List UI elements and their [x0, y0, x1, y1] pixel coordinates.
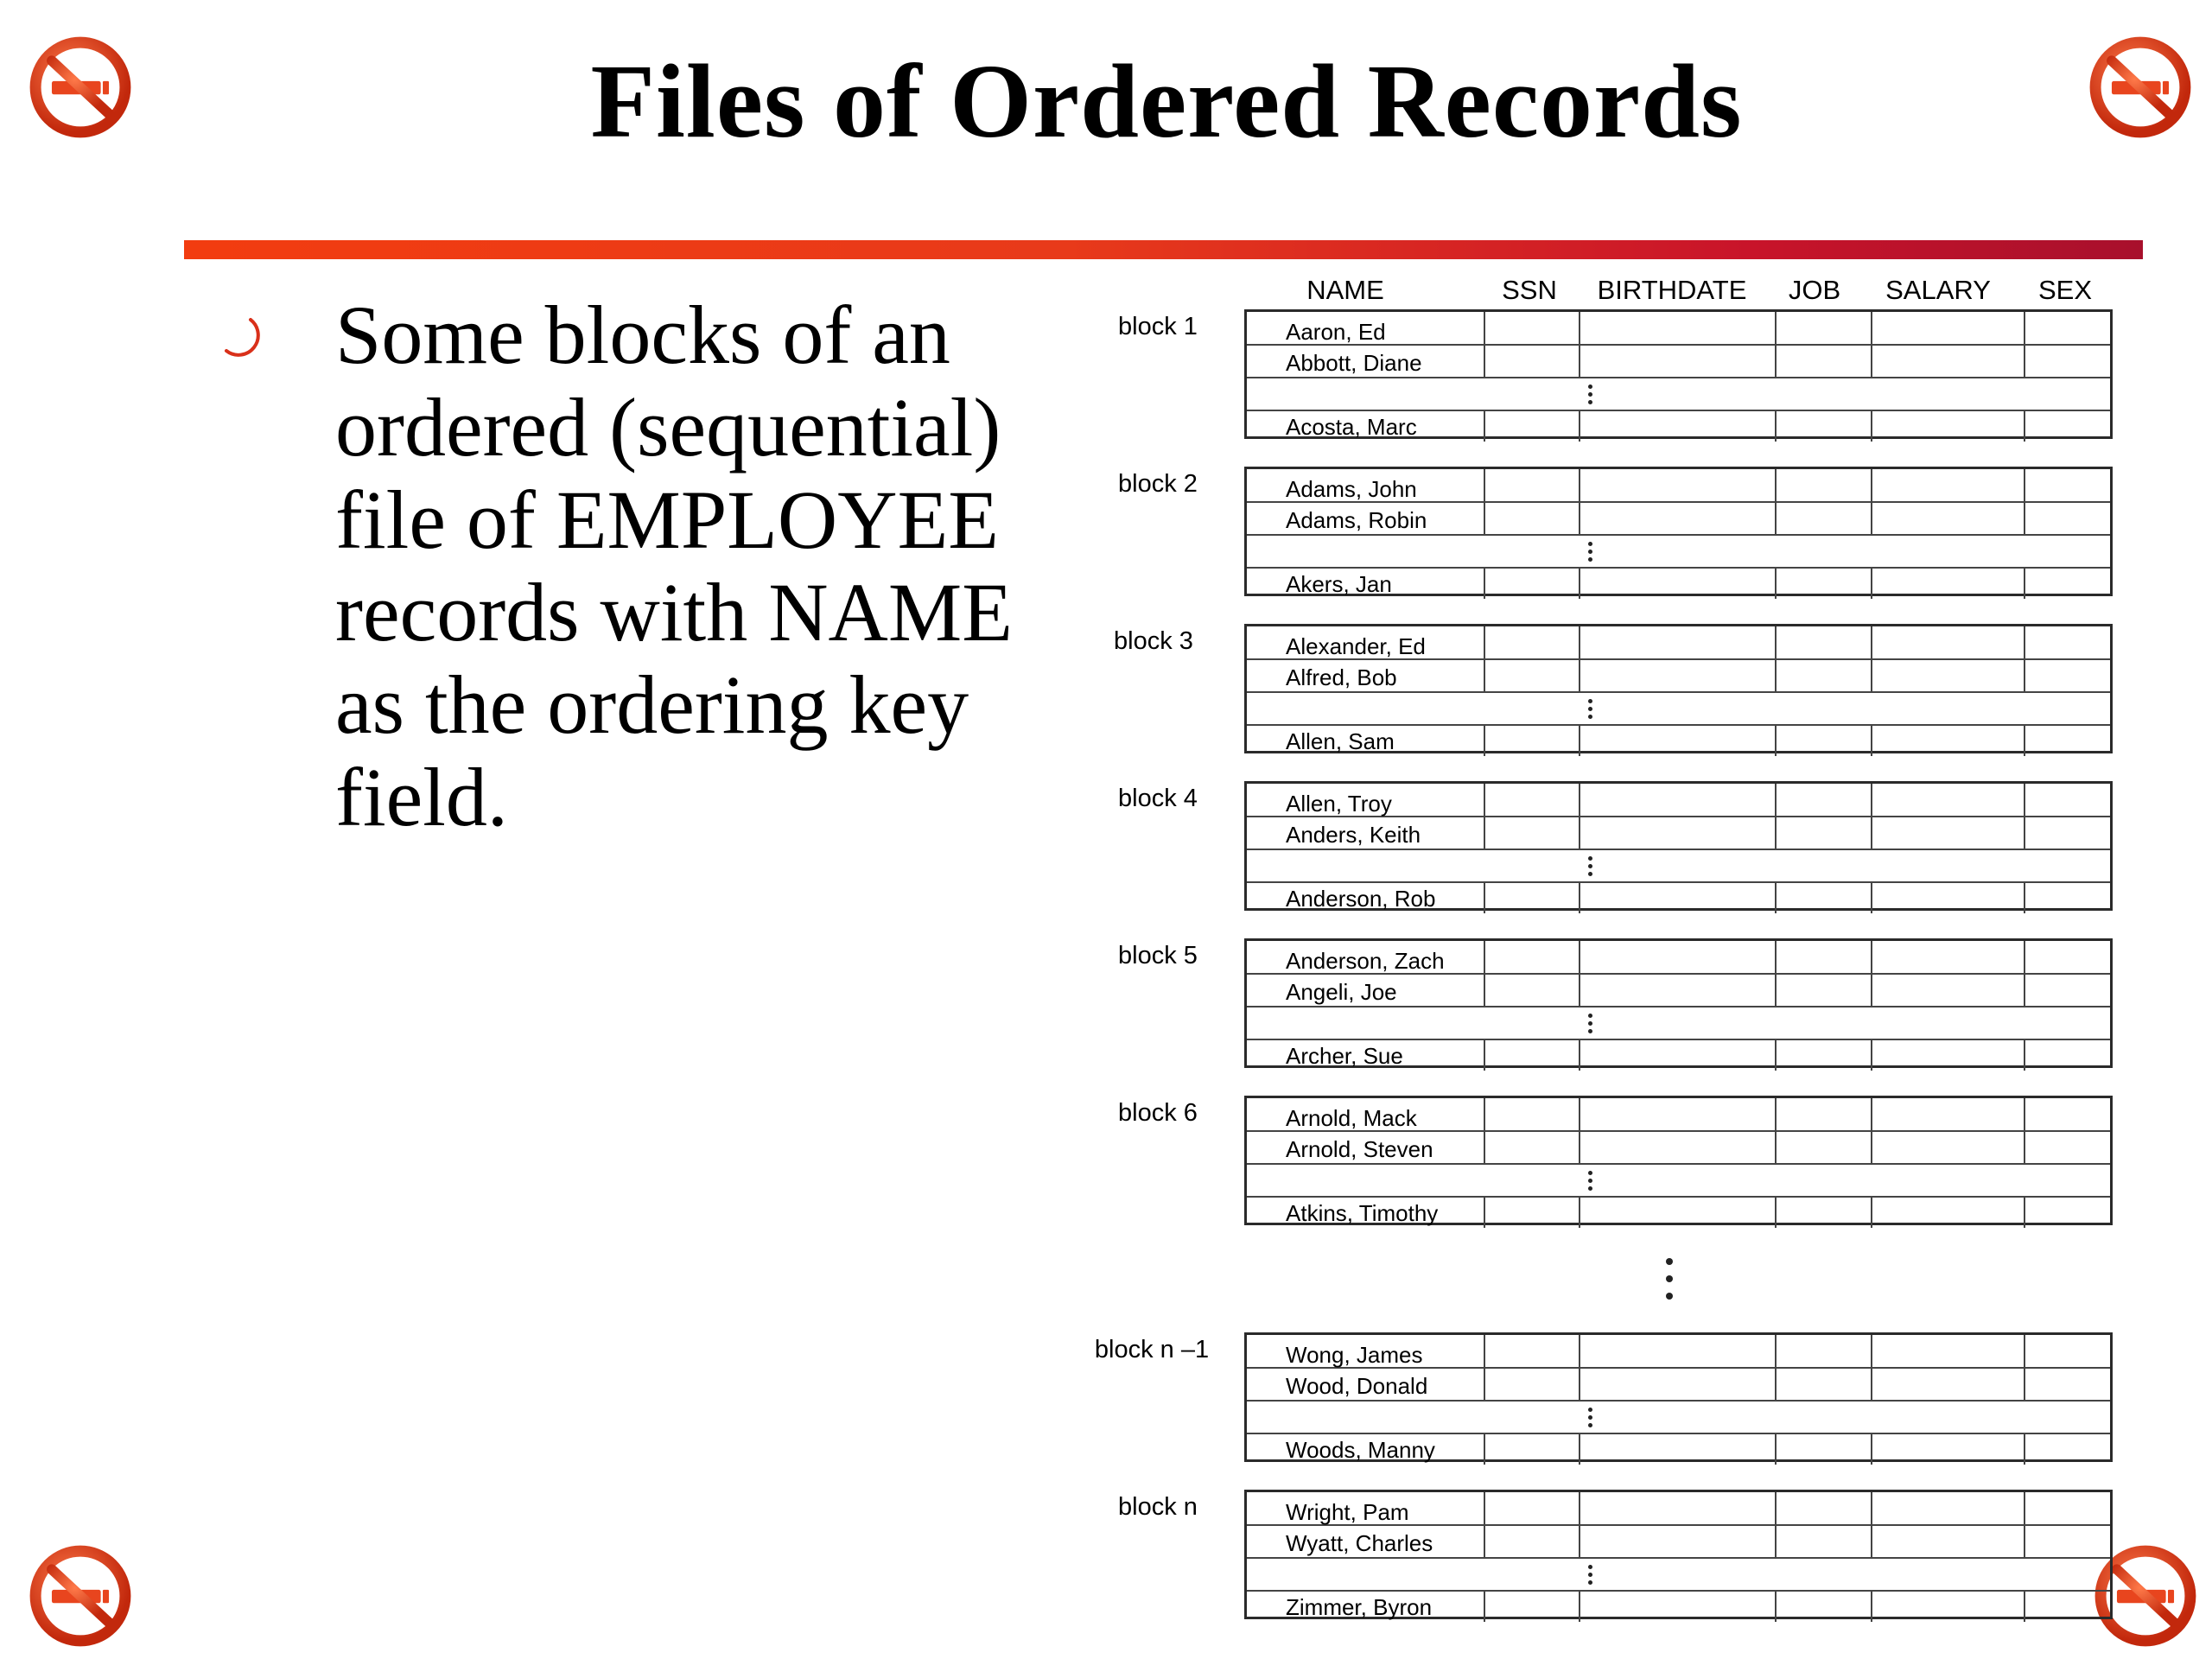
column-divider	[1484, 1196, 1485, 1228]
column-divider	[1579, 1098, 1580, 1163]
record-name: Anderson, Rob	[1286, 886, 1436, 912]
record-name: Woods, Manny	[1286, 1437, 1435, 1463]
column-header: JOB	[1788, 275, 1841, 305]
vertical-ellipsis-icon	[1586, 542, 1593, 568]
record-name: Alexander, Ed	[1286, 633, 1426, 659]
vertical-ellipsis-icon	[1586, 1014, 1593, 1039]
column-divider	[1775, 410, 1777, 442]
column-divider	[2024, 1433, 2025, 1465]
column-divider	[2024, 1335, 2025, 1400]
column-header: SEX	[2037, 275, 2093, 305]
column-divider	[1579, 1590, 1580, 1622]
column-divider	[1871, 941, 1872, 1006]
column-divider	[1579, 410, 1580, 442]
row-divider	[1247, 849, 2110, 850]
column-divider	[1484, 1098, 1485, 1163]
column-header: BIRTHDATE	[1597, 275, 1747, 305]
record-name: Acosta, Marc	[1286, 414, 1417, 440]
row-divider	[1247, 567, 2110, 569]
record-block	[1244, 467, 2113, 596]
slide-title: Files of Ordered Records	[590, 43, 1743, 160]
column-divider	[1484, 881, 1485, 913]
record-block	[1244, 781, 2113, 911]
column-divider	[1484, 312, 1485, 377]
column-divider	[1484, 469, 1485, 534]
column-divider	[2024, 567, 2025, 599]
column-divider	[2024, 1039, 2025, 1071]
column-divider	[2024, 881, 2025, 913]
row-divider	[1247, 1590, 2110, 1592]
column-divider	[1775, 626, 1777, 691]
block-label: block 5	[1118, 942, 1198, 969]
record-name: Arnold, Steven	[1286, 1136, 1433, 1162]
column-divider	[1484, 784, 1485, 849]
record-name: Adams, Robin	[1286, 507, 1427, 533]
column-divider	[1484, 1433, 1485, 1465]
record-block	[1244, 1490, 2113, 1619]
block-label: block 4	[1118, 785, 1198, 812]
record-name: Allen, Sam	[1286, 728, 1395, 754]
column-divider	[1775, 941, 1777, 1006]
row-divider	[1247, 1557, 2110, 1559]
column-divider	[1484, 410, 1485, 442]
record-name: Archer, Sue	[1286, 1043, 1403, 1069]
record-name: Wong, James	[1286, 1342, 1423, 1368]
record-name: Aaron, Ed	[1286, 319, 1386, 345]
column-divider	[2024, 724, 2025, 756]
column-divider	[1871, 1335, 1872, 1400]
record-name: Zimmer, Byron	[1286, 1594, 1433, 1620]
column-divider	[1775, 1039, 1777, 1071]
column-divider	[1484, 626, 1485, 691]
vertical-ellipsis-icon	[1586, 1171, 1593, 1197]
column-divider	[1775, 784, 1777, 849]
vertical-ellipsis-icon	[1586, 1565, 1593, 1591]
row-divider	[1247, 881, 2110, 883]
column-divider	[1484, 1335, 1485, 1400]
record-name: Anders, Keith	[1286, 822, 1421, 848]
column-divider	[2024, 469, 2025, 534]
column-divider	[1775, 724, 1777, 756]
column-divider	[1579, 1433, 1580, 1465]
column-divider	[1871, 784, 1872, 849]
row-divider	[1247, 1433, 2110, 1434]
vertical-ellipsis-icon	[1586, 856, 1593, 882]
column-divider	[1579, 1335, 1580, 1400]
vertical-ellipsis-icon	[1586, 385, 1593, 410]
column-divider	[1871, 1098, 1872, 1163]
column-header: SALARY	[1885, 275, 1991, 305]
column-divider	[2024, 626, 2025, 691]
block-label: block 2	[1118, 470, 1198, 498]
record-block	[1244, 624, 2113, 753]
bullet-text: Some blocks of an ordered (sequential) file of EMPLOYEE records with NAME as the ordering key field.	[335, 289, 1013, 843]
block-label: block n	[1118, 1493, 1198, 1521]
vertical-ellipsis-icon	[1586, 699, 1593, 725]
row-divider	[1247, 1400, 2110, 1402]
column-divider	[1871, 1196, 1872, 1228]
record-name: Wood, Donald	[1286, 1373, 1428, 1399]
column-divider	[1871, 1039, 1872, 1071]
column-divider	[1579, 567, 1580, 599]
column-divider	[1871, 626, 1872, 691]
record-name: Alfred, Bob	[1286, 664, 1397, 690]
column-divider	[1579, 312, 1580, 377]
column-divider	[1871, 881, 1872, 913]
record-name: Anderson, Zach	[1286, 948, 1445, 974]
column-divider	[1775, 881, 1777, 913]
column-divider	[1579, 784, 1580, 849]
record-name: Wright, Pam	[1286, 1499, 1409, 1525]
column-divider	[2024, 1590, 2025, 1622]
column-divider	[1871, 724, 1872, 756]
column-header: NAME	[1306, 275, 1384, 305]
record-name: Angeli, Joe	[1286, 979, 1397, 1005]
vertical-ellipsis-icon	[1586, 1408, 1593, 1433]
record-name: Akers, Jan	[1286, 571, 1392, 597]
block-label: block 6	[1118, 1099, 1198, 1127]
record-block	[1244, 1332, 2113, 1462]
column-divider	[1871, 1590, 1872, 1622]
column-divider	[2024, 410, 2025, 442]
column-divider	[1775, 1196, 1777, 1228]
row-divider	[1247, 534, 2110, 536]
row-divider	[1247, 1006, 2110, 1007]
column-divider	[1579, 724, 1580, 756]
column-divider	[1484, 1492, 1485, 1557]
column-divider	[1579, 626, 1580, 691]
row-divider	[1247, 377, 2110, 378]
column-divider	[2024, 1098, 2025, 1163]
column-divider	[2024, 312, 2025, 377]
column-divider	[1775, 1590, 1777, 1622]
row-divider	[1247, 410, 2110, 411]
block-label: block n –1	[1094, 1336, 1210, 1363]
record-name: Arnold, Mack	[1286, 1105, 1417, 1131]
column-divider	[1871, 1433, 1872, 1465]
column-divider	[1871, 312, 1872, 377]
record-name: Wyatt, Charles	[1286, 1530, 1433, 1556]
row-divider	[1247, 1163, 2110, 1165]
block-label: block 1	[1118, 313, 1198, 340]
record-block	[1244, 309, 2113, 439]
column-divider	[1484, 941, 1485, 1006]
column-divider	[1484, 567, 1485, 599]
column-divider	[1775, 469, 1777, 534]
column-divider	[1871, 410, 1872, 442]
column-divider	[1775, 1492, 1777, 1557]
record-block	[1244, 938, 2113, 1068]
record-name: Adams, John	[1286, 476, 1417, 502]
block-label: block 3	[1114, 627, 1193, 655]
column-header: SSN	[1502, 275, 1557, 305]
column-divider	[1484, 1590, 1485, 1622]
column-divider	[1484, 1039, 1485, 1071]
record-name: Abbott, Diane	[1286, 350, 1422, 376]
vertical-ellipsis-icon	[1664, 1258, 1675, 1306]
column-divider	[1579, 881, 1580, 913]
column-divider	[1775, 1433, 1777, 1465]
column-divider	[2024, 941, 2025, 1006]
row-divider	[1247, 724, 2110, 726]
column-divider	[2024, 784, 2025, 849]
column-divider	[1871, 469, 1872, 534]
column-divider	[1775, 312, 1777, 377]
column-divider	[1579, 1039, 1580, 1071]
column-divider	[1775, 567, 1777, 599]
column-divider	[1871, 1492, 1872, 1557]
record-block	[1244, 1096, 2113, 1225]
column-divider	[1579, 941, 1580, 1006]
row-divider	[1247, 1196, 2110, 1198]
column-divider	[1579, 1492, 1580, 1557]
column-divider	[2024, 1492, 2025, 1557]
record-name: Atkins, Timothy	[1286, 1200, 1439, 1226]
row-divider	[1247, 1039, 2110, 1040]
column-divider	[1871, 567, 1872, 599]
column-divider	[2024, 1196, 2025, 1228]
column-divider	[1579, 1196, 1580, 1228]
record-name: Allen, Troy	[1286, 791, 1392, 817]
column-divider	[1579, 469, 1580, 534]
column-divider	[1484, 724, 1485, 756]
column-divider	[1775, 1335, 1777, 1400]
row-divider	[1247, 691, 2110, 693]
column-divider	[1775, 1098, 1777, 1163]
